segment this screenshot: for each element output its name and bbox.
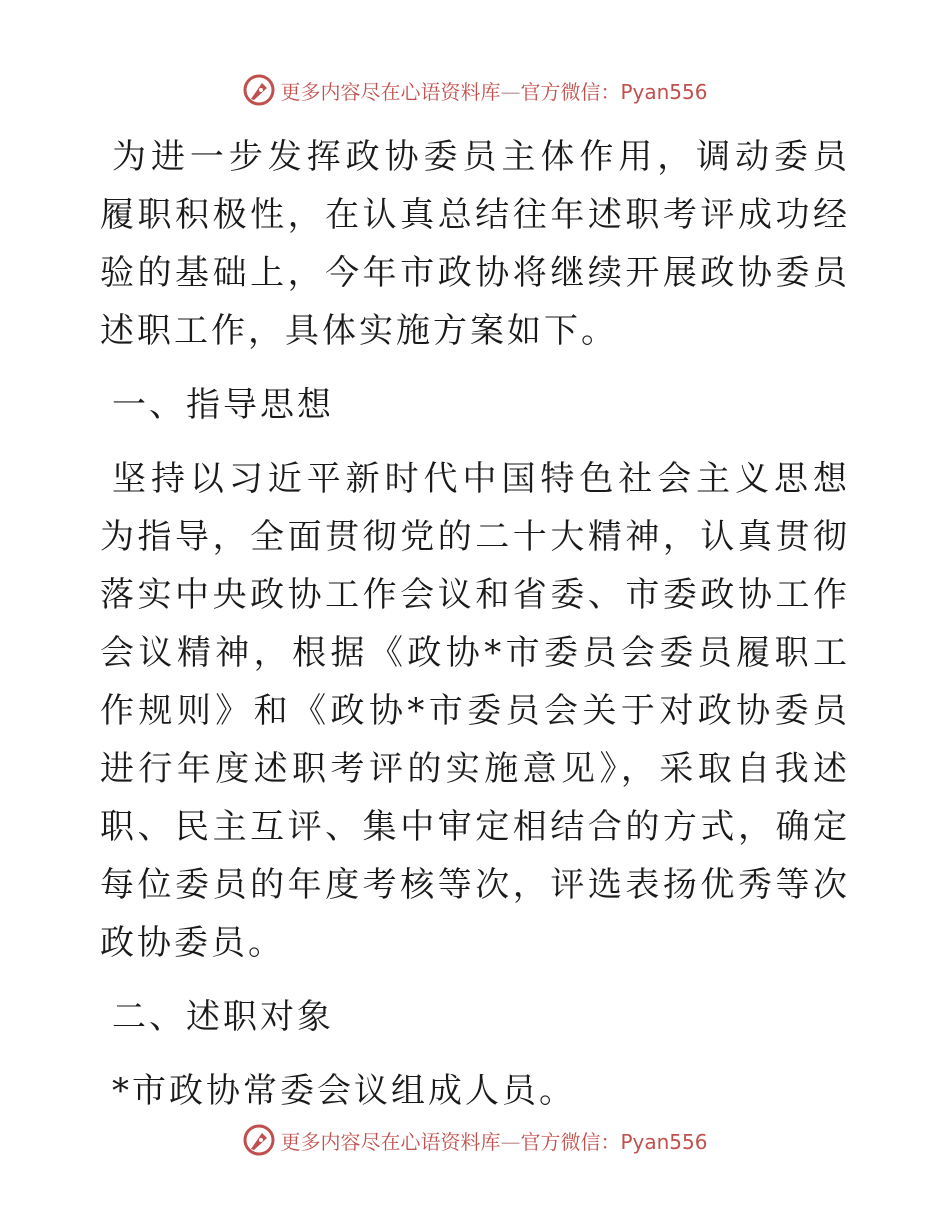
watermark-brand: 更多内容尽在心语资料库 xyxy=(280,79,501,104)
watermark-separator: — xyxy=(500,1129,521,1154)
reporting-targets-paragraph: *市政协常委会议组成人员。 xyxy=(112,1071,576,1111)
pen-nib-logo-icon xyxy=(242,73,276,107)
pen-nib-logo-icon xyxy=(242,1123,276,1157)
watermark-text xyxy=(280,76,707,105)
watermark-wechat: 官方微信：Pyan556 xyxy=(520,1129,708,1154)
section-heading-reporting-targets: 二、述职对象 xyxy=(112,997,334,1037)
document-body xyxy=(100,128,850,1120)
header-watermark xyxy=(0,70,950,110)
footer-watermark xyxy=(0,1120,950,1160)
watermark-wechat: 官方微信：Pyan556 xyxy=(520,79,708,104)
watermark-separator: — xyxy=(500,79,521,104)
section-heading-guiding-ideology: 一、指导思想 xyxy=(112,385,334,425)
guiding-ideology-paragraph: 坚持以习近平新时代中国特色社会主义思想为指导，全面贯彻党的二十大精神，认真贯彻落实中央政协工作会议和省委、市委政协工作会议精神，根据《政协*市委员会委员履职工作规则》和《政协*市委员会关于对政协委员进行年度述职考评的实施意见》，采取自我述职、民主互评、集中审定相结合的方式，确定每位委员的年度考核等次，评选表扬优秀等次政协委员。 xyxy=(100,459,850,963)
watermark-text xyxy=(280,1126,707,1155)
intro-paragraph: 为进一步发挥政协委员主体作用，调动委员履职积极性，在认真总结往年述职考评成功经验的基础上，今年市政协将继续开展政协委员述职工作，具体实施方案如下。 xyxy=(100,137,850,351)
watermark-brand: 更多内容尽在心语资料库 xyxy=(280,1129,501,1154)
